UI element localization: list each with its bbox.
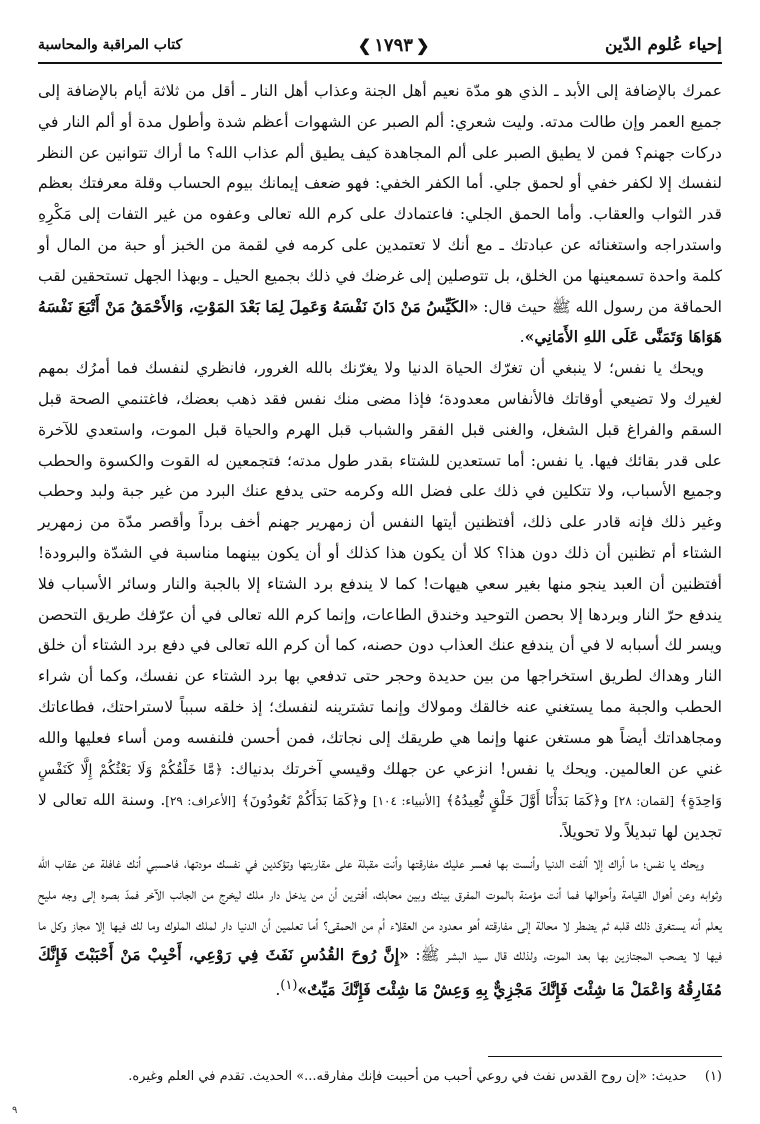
- hadith-quote: «الكَيِّسُ مَنْ دَانَ نَفْسَهُ وَعَمِلَ لِمَا بَعْدَ المَوْتِ، وَالأَحْمَقُ مَنْ أَتْبَعَ نَفْسَهُ هَوَاهَا وَتَمَنَّى عَلَى اللهِ الأَمَانِي»: [38, 296, 722, 347]
- paragraph-text: ويحك يا نفس؛ ما أراك إلا ألفت الدنيا وأنست بها فعسر عليك مفارقتها وأنت مقبلة على مقاربتها وتؤكدين في نفسك مودتها، فاحسبي أنك غافلة عن عقاب الله وثوابه وعن أهوال القيامة وأحوالها فما أنت مؤمنة بالموت المفرق بينك وبين محابك، أفترين أن من يدخل دار ملك ليخرج من الجانب الآخر فمدّ بصره إلى وجه مليح يعلم أنه يستغرق ذلك قلبه ثم يضطر لا محالة إلى مفارقته أهو معدود من العقلاء أم من الحمقى؟ أما تعلمين أن الدنيا دار لملك الملوك وما لك فيها إلا مجاز وكل ما فيها لا يصحب المجتازين بها بعد الموت، ولذلك قال سيد البشر ﷺ:: [38, 853, 722, 965]
- verse-source: [الأعراف: ٢٩]: [165, 794, 236, 809]
- hadith-quote: «إِنَّ رُوحَ القُدُسِ نَفَثَ فِي رَوْعِي، أَحْبِبْ مَنْ أَحْبَبْتَ فَإِنَّكَ مُفَارِقُهُ وَاعْمَلْ مَا شِئْتَ فَإِنَّكَ مَجْزِيٌّ بِهِ وَعِشْ مَا شِئْتَ فَإِنَّكَ مَيِّتٌ»: [38, 945, 722, 1000]
- main-text: [38, 76, 722, 1000]
- paragraph-text: ويحك يا نفس؛ لا ينبغي أن تغرّك الحياة الدنيا ولا يغرّنك بالله الغرور، فانظري لنفسك فما أمرُك بمهم لغيرك ولا تضيعي أوقاتك فالأنفاس معدودة؛ فإذا مضى منك نفس فقد ذهب بعضك، فاغتنمي الصحة قبل السقم والفراغ قبل الشغل، والغنى قبل الفقر والشباب قبل الهرم والحياة قبل الموت، واستعدي للآخرة على قدر بقائك فيها. يا نفس: أما تستعدين للشتاء بقدر طول مدته؛ فتجمعين له القوت والكسوة والحطب وجميع الأسباب، ولا تتكلين في ذلك على فضل الله وكرمه حتى يدفع عنك البرد من غير جبة ولبد وحطب وغير ذلك فإنه قادر على ذلك، أفتظنين أيتها النفس أن زمهرير جهنم أخف برداً وأقصر مدّة من زمهرير الشتاء أم تظنين أن ذلك دون هذا؟ كلا أن يكون هذا كذلك أو أن يكون بينهما مناسبة في الشدّة والبرودة! أفتظنين أن العبد ينجو منها بغير سعي هيهات! كما لا يندفع برد الشتاء إلا بالجبة والنار وسائر الأسباب فلا يندفع حرّ النار وبردها إلا بحصن التوحيد وخندق الطاعات، وإنما كرم الله تعالى في أن عرّفك طريق التحصن ويسر لك أسبابه لا في أن يندفع عنك العذاب دون حصنه، كما أن كرم الله تعالى في دفع برد الشتاء أن خلق النار وهداك لطريق استخراجها من بين حديدة وحجر حتى تدفعي بها برد الشتاء عن نفسك، وكما أن شراء الحطب والجبة مما يستغني عنه خالقك ومولاك وإنما تشترينه لنفسك؛ إذ خلقه سبباً لاستراحتك، فطاعاتك ومجاهداتك أيضاً هو مستغن عنها وإنما هي طريقك إلى نجاتك، فمن أحسن فلنفسه ومن أساء فعليها والله غني عن العالمين. ويحك يا نفس! انزعي عن جهلك وقيسي آخرتك بدنياك:: [38, 359, 722, 778]
- paragraph-2: ويحك يا نفس؛ لا ينبغي أن تغرّك الحياة الدنيا ولا يغرّنك بالله الغرور، فانظري لنفسك فما أمرُك بمهم لغيرك ولا تضيعي أوقاتك فالأنفاس معدودة؛ فإذا مضى منك نفس فقد ذهب بعضك، فاغتنمي الصحة قبل السقم والفراغ قبل الشغل، والغنى قبل الفقر والشباب قبل الهرم والحياة قبل الموت، واستعدي للآخرة على قدر بقائك فيها. يا نفس: أما تستعدين للشتاء بقدر طول مدته؛ فتجمعين له القوت والكسوة والحطب وجميع الأسباب، ولا تتكلين في ذلك على فضل الله وكرمه حتى يدفع عنك البرد من غير جبة ولبد وحطب وغير ذلك فإنه قادر على ذلك، أفتظنين أيتها النفس أن زمهرير جهنم أخف برداً وأقصر مدّة من زمهرير الشتاء أم تظنين أن ذلك دون هذا؟ كلا أن يكون هذا كذلك أو أن يكون بينهما مناسبة في الشدّة والبرودة! أفتظنين أن العبد ينجو منها بغير سعي هيهات! كما لا يندفع برد الشتاء إلا بالجبة والنار وسائر الأسباب فلا يندفع حرّ النار وبردها إلا بحصن التوحيد وخندق الطاعات، وإنما كرم الله تعالى في أن عرّفك طريق التحصن ويسر لك أسبابه لا في أن يندفع عنك العذاب دون حصنه، كما أن كرم الله تعالى في دفع برد الشتاء أن خلق النار وهداك لطريق استخراجها من بين حديدة وحجر حتى تدفعي بها برد الشتاء عن نفسك، وكما أن شراء الحطب والجبة مما يستغني عنه خالقك ومولاك وإنما تشترينه لنفسك؛ إذ خلقه سبباً لاستراحتك، فطاعاتك ومجاهداتك أيضاً هو مستغن عنها وإنما هي طريقك إلى نجاتك، فمن أحسن فلنفسه ومن أساء فعليها والله غني عن العالمين. ويحك يا نفس! انزعي عن جهلك وقيسي آخرتك بدنياك: ﴿مَّا خَلْقُكُمْ وَلَا بَعْثُكُمْ إِلَّا كَنَفْسٍ وَاحِدَةٍ﴾ [لقمان: ٢٨] و﴿كَمَا بَدَأْنَا أَوَّلَ خَلْقٍ نُّعِيدُهُ﴾ [الأنبياء: ١٠٤] و﴿كَمَا بَدَأَكُمْ تَعُودُونَ﴾ [الأعراف: ٢٩]. وسنة الله تعالى لا تجدين لها تبديلاً ولا تحويلاً.: [38, 359, 722, 842]
- paragraph-1: عمرك بالإضافة إلى الأبد ـ الذي هو مدّة نعيم أهل الجنة وعذاب أهل النار ـ أقل من ثلاثة أيام بالإضافة إلى جميع العمر وإن طالت مدته. وليت شعري: ألم الصبر عن الشهوات أعظم شدة وأطول مدة أو ألم النار في دركات جهنم؟ فمن لا يطيق الصبر على ألم المجاهدة كيف يطيق ألم عذاب الله؟ ما أراك تتوانين عن النظر لنفسك إلا لكفر خفي أو لحمق جلي. أما الكفر الخفي: فهو ضعف إيمانك بيوم الحساب وقلة معرفتك بعظم قدر الثواب والعقاب. وأما الحمق الجلي: فاعتمادك على كرم الله تعالى وعفوه من غير التفات إلى مَكْرِهِ واستدراجه واستغنائه عن عبادتك ـ مع أنك لا تعتمدين على كرمه في لقمة من الخبز أو حبة من المال أو كلمة واحدة تسمعينها من الخلق، بل تتوصلين إلى غرضك في ذلك بجميع الحيل ـ وبهذا الجهل تستحقين لقب الحماقة من رسول الله ﷺ حيث قال: «الكَيِّسُ مَنْ دَانَ نَفْسَهُ وَعَمِلَ لِمَا بَعْدَ المَوْتِ، وَالأَحْمَقُ مَنْ أَتْبَعَ نَفْسَهُ هَوَاهَا وَتَمَنَّى عَلَى اللهِ الأَمَانِي».: [38, 82, 722, 347]
- footnote-ref: (١): [280, 978, 298, 994]
- left-ornament-icon: ❮: [415, 35, 430, 55]
- chapter-title: كتاب المراقبة والمحاسبة: [38, 37, 183, 53]
- paragraph-3: ويحك يا نفس؛ ما أراك إلا ألفت الدنيا وأنست بها فعسر عليك مفارقتها وأنت مقبلة على مقاربتها وتؤكدين في نفسك مودتها، فاحسبي أنك غافلة عن عقاب الله وثوابه وعن أهوال القيامة وأحوالها فما أنت مؤمنة بالموت المفرق بينك وبين محابك، أفترين أن من يدخل دار ملك ليخرج من الجانب الآخر فمدّ بصره إلى وجه مليح يعلم أنه يستغرق ذلك قلبه ثم يضطر لا محالة إلى مفارقته أهو معدود من العقلاء أم من الحمقى؟ أما تعلمين أن الدنيا دار لملك الملوك وما لك فيها إلا مجاز وكل ما فيها لا يصحب المجتازين بها بعد الموت، ولذلك قال سيد البشر ﷺ: «إِنَّ رُوحَ القُدُسِ نَفَثَ فِي رَوْعِي، أَحْبِبْ مَنْ أَحْبَبْتَ فَإِنَّكَ مُفَارِقُهُ وَاعْمَلْ مَا شِئْتَ فَإِنَّكَ مَجْزِيٌّ بِهِ وَعِشْ مَا شِئْتَ فَإِنَّكَ مَيِّتٌ»$^{(١)}$.: [38, 853, 722, 1000]
- quran-verse: ﴿مَّا خَلْقُكُمْ وَلَا بَعْثُكُمْ إِلَّا كَنَفْسٍ وَاحِدَةٍ﴾: [38, 761, 722, 810]
- running-header: [38, 28, 722, 64]
- page-number-ornament: [355, 35, 432, 56]
- paragraph-text: عمرك بالإضافة إلى الأبد ـ الذي هو مدّة نعيم أهل الجنة وعذاب أهل النار ـ أقل من ثلاثة أيام بالإضافة إلى جميع العمر وإن طالت مدته. وليت شعري: ألم الصبر عن الشهوات أعظم شدة وأطول مدة أو ألم النار في دركات جهنم؟ فمن لا يطيق الصبر على ألم المجاهدة كيف يطيق ألم عذاب الله؟ ما أراك تتوانين عن النظر لنفسك إلا لكفر خفي أو لحمق جلي. أما الكفر الخفي: فهو ضعف إيمانك بيوم الحساب وقلة معرفتك بعظم قدر الثواب والعقاب. وأما الحمق الجلي: فاعتمادك على كرم الله تعالى وعفوه من غير التفات إلى مَكْرِهِ واستدراجه واستغنائه عن عبادتك ـ مع أنك لا تعتمدين على كرمه في لقمة من الخبز أو حبة من المال أو كلمة واحدة تسمعينها من الخلق، بل تتوصلين إلى غرضك في ذلك بجميع الحيل ـ وبهذا الجهل تستحقين لقب الحماقة من رسول الله ﷺ حيث قال:: [38, 82, 722, 316]
- corner-mark: ٩: [12, 1105, 18, 1116]
- book-page: [38, 28, 722, 1108]
- verse-source: [الأنبياء: ١٠٤]: [372, 794, 441, 809]
- quran-verse: ﴿كَمَا بَدَأْنَا أَوَّلَ خَلْقٍ نُّعِيدُهُ﴾: [445, 793, 601, 810]
- quran-verse: ﴿كَمَا بَدَأَكُمْ تَعُودُونَ﴾: [241, 793, 360, 810]
- right-ornament-icon: ❯: [357, 35, 372, 55]
- footnote-number: (١): [704, 1069, 722, 1084]
- verse-source: [لقمان: ٢٨]: [614, 794, 675, 809]
- book-title: إحياء عُلوم الدّين: [605, 35, 722, 55]
- page-number: ١٧٩٣: [374, 34, 413, 56]
- footnote-divider: [488, 1056, 722, 1057]
- footnote: [38, 1066, 722, 1088]
- footnote-text: حديث: «إن روح القدس نفث في روعي أحبب من أحببت فإنك مفارقه...» الحديث. تقدم في العلم وغيره.: [128, 1069, 687, 1084]
